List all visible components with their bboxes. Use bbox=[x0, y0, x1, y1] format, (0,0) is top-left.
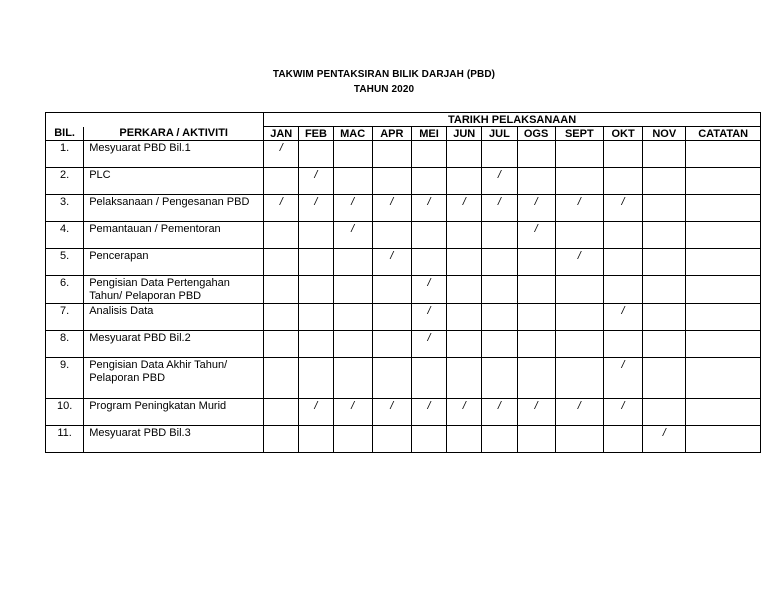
bil-header: BIL. bbox=[46, 127, 84, 141]
activity-cell: Mesyuarat PBD Bil.2 bbox=[84, 331, 264, 358]
mark-jul: / bbox=[482, 168, 517, 195]
mark-feb bbox=[299, 426, 333, 453]
mark-okt bbox=[603, 141, 642, 168]
month-header-feb: FEB bbox=[299, 127, 333, 141]
mark-sept bbox=[555, 426, 603, 453]
mark-sept bbox=[555, 168, 603, 195]
mark-okt bbox=[603, 276, 642, 304]
mark-feb bbox=[299, 358, 333, 399]
month-header-sept: SEPT bbox=[555, 127, 603, 141]
activity-cell: Mesyuarat PBD Bil.1 bbox=[84, 141, 264, 168]
mark-nov bbox=[643, 222, 686, 249]
mark-mac: / bbox=[333, 399, 372, 426]
mark-sept bbox=[555, 358, 603, 399]
table-row bbox=[46, 222, 761, 249]
mark-jun: / bbox=[447, 399, 482, 426]
perkara-header: PERKARA / AKTIVITI bbox=[84, 127, 264, 141]
month-header-okt: OKT bbox=[603, 127, 642, 141]
mark-nov bbox=[643, 141, 686, 168]
mark-mac: / bbox=[333, 195, 372, 222]
mark-apr: / bbox=[372, 399, 411, 426]
mark-jul: / bbox=[482, 399, 517, 426]
header-row-months bbox=[46, 127, 761, 141]
activity-cell: Pengisian Data Pertengahan Tahun/ Pelaporan PBD bbox=[84, 276, 264, 304]
mark-ogs bbox=[517, 141, 555, 168]
mark-jan: / bbox=[264, 141, 299, 168]
mark-nov bbox=[643, 304, 686, 331]
tarikh-header: TARIKH PELAKSANAAN bbox=[264, 113, 761, 127]
month-header-jan: JAN bbox=[264, 127, 299, 141]
month-header-apr: APR bbox=[372, 127, 411, 141]
table-row bbox=[46, 141, 761, 168]
mark-feb bbox=[299, 304, 333, 331]
catatan-cell bbox=[686, 276, 761, 304]
mark-jul: / bbox=[482, 195, 517, 222]
mark-jun bbox=[447, 331, 482, 358]
row-number: 1. bbox=[46, 141, 84, 168]
row-number: 3. bbox=[46, 195, 84, 222]
mark-sept bbox=[555, 331, 603, 358]
activity-cell: Analisis Data bbox=[84, 304, 264, 331]
mark-jul bbox=[482, 222, 517, 249]
mark-jan bbox=[264, 399, 299, 426]
mark-mac bbox=[333, 331, 372, 358]
month-header-nov: NOV bbox=[643, 127, 686, 141]
table-row bbox=[46, 304, 761, 331]
row-number: 10. bbox=[46, 399, 84, 426]
mark-apr: / bbox=[372, 249, 411, 276]
mark-jul bbox=[482, 141, 517, 168]
mark-jun bbox=[447, 358, 482, 399]
mark-mac bbox=[333, 358, 372, 399]
mark-okt: / bbox=[603, 358, 642, 399]
mark-mei: / bbox=[411, 276, 446, 304]
activity-cell: PLC bbox=[84, 168, 264, 195]
mark-jan: / bbox=[264, 195, 299, 222]
mark-jun bbox=[447, 276, 482, 304]
mark-nov bbox=[643, 358, 686, 399]
mark-apr bbox=[372, 168, 411, 195]
mark-feb bbox=[299, 249, 333, 276]
catatan-cell bbox=[686, 331, 761, 358]
mark-mei bbox=[411, 358, 446, 399]
mark-mac bbox=[333, 141, 372, 168]
mark-sept: / bbox=[555, 399, 603, 426]
mark-feb bbox=[299, 222, 333, 249]
document-year: TAHUN 2020 bbox=[353, 84, 415, 95]
mark-nov bbox=[643, 331, 686, 358]
mark-ogs bbox=[517, 276, 555, 304]
schedule-table bbox=[45, 112, 761, 453]
row-number: 8. bbox=[46, 331, 84, 358]
row-number: 4. bbox=[46, 222, 84, 249]
mark-okt: / bbox=[603, 399, 642, 426]
mark-okt: / bbox=[603, 304, 642, 331]
table-row bbox=[46, 331, 761, 358]
mark-mei: / bbox=[411, 304, 446, 331]
table-row bbox=[46, 426, 761, 453]
mark-feb: / bbox=[299, 399, 333, 426]
row-number: 5. bbox=[46, 249, 84, 276]
mark-feb: / bbox=[299, 168, 333, 195]
mark-jan bbox=[264, 222, 299, 249]
mark-apr bbox=[372, 426, 411, 453]
mark-okt bbox=[603, 426, 642, 453]
mark-nov bbox=[643, 399, 686, 426]
activity-cell: Mesyuarat PBD Bil.3 bbox=[84, 426, 264, 453]
mark-jun bbox=[447, 141, 482, 168]
mark-sept bbox=[555, 304, 603, 331]
mark-mei bbox=[411, 222, 446, 249]
mark-feb bbox=[299, 331, 333, 358]
header-blank bbox=[46, 113, 264, 127]
mark-mei bbox=[411, 168, 446, 195]
mark-mei: / bbox=[411, 399, 446, 426]
catatan-cell bbox=[686, 304, 761, 331]
activity-cell: Pengisian Data Akhir Tahun/ Pelaporan PBD bbox=[84, 358, 264, 399]
row-number: 6. bbox=[46, 276, 84, 304]
mark-jul bbox=[482, 331, 517, 358]
mark-okt bbox=[603, 249, 642, 276]
mark-mei bbox=[411, 426, 446, 453]
mark-sept: / bbox=[555, 195, 603, 222]
mark-apr bbox=[372, 358, 411, 399]
month-header-jun: JUN bbox=[447, 127, 482, 141]
mark-jun bbox=[447, 222, 482, 249]
mark-jul bbox=[482, 304, 517, 331]
activity-cell: Program Peningkatan Murid bbox=[84, 399, 264, 426]
mark-nov bbox=[643, 195, 686, 222]
mark-sept: / bbox=[555, 249, 603, 276]
mark-jan bbox=[264, 249, 299, 276]
table-row bbox=[46, 358, 761, 399]
catatan-cell bbox=[686, 195, 761, 222]
mark-jun: / bbox=[447, 195, 482, 222]
mark-jan bbox=[264, 276, 299, 304]
month-header-jul: JUL bbox=[482, 127, 517, 141]
month-header-mei: MEI bbox=[411, 127, 446, 141]
month-header-ogs: OGS bbox=[517, 127, 555, 141]
mark-mac bbox=[333, 168, 372, 195]
mark-ogs bbox=[517, 249, 555, 276]
mark-jul bbox=[482, 358, 517, 399]
mark-mac bbox=[333, 249, 372, 276]
mark-sept bbox=[555, 222, 603, 249]
mark-jul bbox=[482, 426, 517, 453]
table-row bbox=[46, 195, 761, 222]
mark-jun bbox=[447, 249, 482, 276]
month-header-mac: MAC bbox=[333, 127, 372, 141]
mark-okt: / bbox=[603, 195, 642, 222]
mark-ogs bbox=[517, 331, 555, 358]
document-title: TAKWIM PENTAKSIRAN BILIK DARJAH (PBD) bbox=[272, 69, 496, 80]
mark-feb bbox=[299, 141, 333, 168]
mark-ogs bbox=[517, 426, 555, 453]
table-row bbox=[46, 399, 761, 426]
table-row bbox=[46, 249, 761, 276]
row-number: 2. bbox=[46, 168, 84, 195]
mark-apr: / bbox=[372, 195, 411, 222]
mark-jun bbox=[447, 168, 482, 195]
catatan-cell bbox=[686, 222, 761, 249]
mark-okt bbox=[603, 222, 642, 249]
mark-sept bbox=[555, 276, 603, 304]
row-number: 7. bbox=[46, 304, 84, 331]
mark-mac bbox=[333, 426, 372, 453]
mark-apr bbox=[372, 222, 411, 249]
catatan-cell bbox=[686, 399, 761, 426]
activity-cell: Pencerapan bbox=[84, 249, 264, 276]
mark-jan bbox=[264, 168, 299, 195]
mark-ogs bbox=[517, 358, 555, 399]
catatan-cell bbox=[686, 358, 761, 399]
mark-apr bbox=[372, 331, 411, 358]
mark-okt bbox=[603, 331, 642, 358]
row-number: 9. bbox=[46, 358, 84, 399]
mark-jun bbox=[447, 426, 482, 453]
header-row-top bbox=[46, 113, 761, 127]
catatan-cell bbox=[686, 249, 761, 276]
catatan-cell bbox=[686, 141, 761, 168]
mark-ogs bbox=[517, 304, 555, 331]
mark-nov bbox=[643, 276, 686, 304]
mark-apr bbox=[372, 141, 411, 168]
mark-mei bbox=[411, 141, 446, 168]
mark-mei: / bbox=[411, 195, 446, 222]
mark-jan bbox=[264, 304, 299, 331]
mark-jan bbox=[264, 358, 299, 399]
mark-mei bbox=[411, 249, 446, 276]
mark-jan bbox=[264, 426, 299, 453]
mark-apr bbox=[372, 276, 411, 304]
mark-mac bbox=[333, 304, 372, 331]
mark-nov bbox=[643, 168, 686, 195]
mark-mei: / bbox=[411, 331, 446, 358]
mark-ogs: / bbox=[517, 195, 555, 222]
mark-apr bbox=[372, 304, 411, 331]
mark-nov bbox=[643, 249, 686, 276]
mark-jun bbox=[447, 304, 482, 331]
mark-jul bbox=[482, 249, 517, 276]
table-row bbox=[46, 276, 761, 304]
mark-jan bbox=[264, 331, 299, 358]
catatan-header: CATATAN bbox=[686, 127, 761, 141]
mark-mac: / bbox=[333, 222, 372, 249]
mark-feb: / bbox=[299, 195, 333, 222]
mark-ogs: / bbox=[517, 399, 555, 426]
mark-nov: / bbox=[643, 426, 686, 453]
mark-okt bbox=[603, 168, 642, 195]
mark-feb bbox=[299, 276, 333, 304]
activity-cell: Pemantauan / Pementoran bbox=[84, 222, 264, 249]
activity-cell: Pelaksanaan / Pengesanan PBD bbox=[84, 195, 264, 222]
catatan-cell bbox=[686, 426, 761, 453]
table-row bbox=[46, 168, 761, 195]
mark-jul bbox=[482, 276, 517, 304]
row-number: 11. bbox=[46, 426, 84, 453]
mark-sept bbox=[555, 141, 603, 168]
mark-ogs: / bbox=[517, 222, 555, 249]
mark-mac bbox=[333, 276, 372, 304]
catatan-cell bbox=[686, 168, 761, 195]
mark-ogs bbox=[517, 168, 555, 195]
